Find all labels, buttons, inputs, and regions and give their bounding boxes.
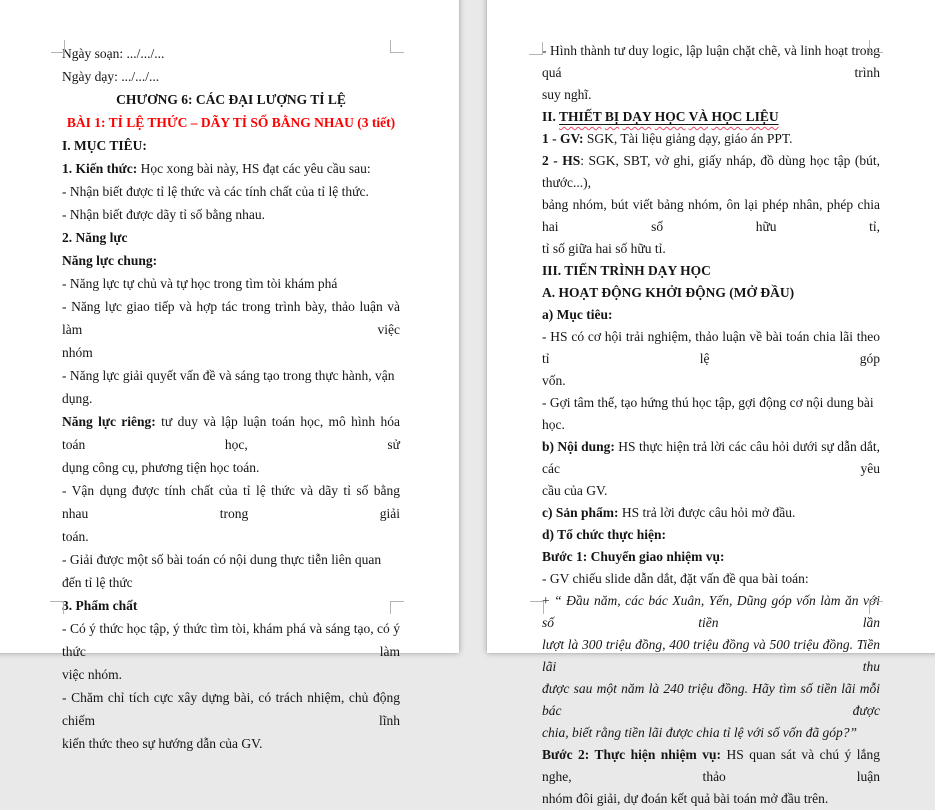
text-line[interactable] <box>62 364 400 410</box>
text-line[interactable] <box>62 525 400 548</box>
text-line[interactable] <box>62 88 400 111</box>
text-run: Năng lực chung: <box>62 253 158 268</box>
text-run: Ngày soạn: .../.../... <box>62 46 165 61</box>
text-line[interactable] <box>62 617 400 663</box>
spellcheck-squiggle-word: HỌC <box>711 109 743 124</box>
text-run: A. HOẠT ĐỘNG KHỞI ĐỘNG (MỞ ĐẦU) <box>542 285 795 300</box>
text-line[interactable] <box>62 548 400 594</box>
text-run: 1 - GV: <box>542 131 584 146</box>
text-run: “ Đầu năm, các bác Xuân, Yến, Dũng góp vốn làm ăn với số tiền lần <box>542 593 880 630</box>
text-line[interactable] <box>62 410 400 456</box>
text-run <box>689 109 709 124</box>
text-run: CHƯƠNG 6: CÁC ĐẠI LƯỢNG TỈ LỆ <box>116 92 346 107</box>
text-line[interactable] <box>542 590 880 634</box>
spellcheck-squiggle-word: DẠY <box>622 109 652 124</box>
text-run: - Năng lực tự chủ và tự học trong tìm tòi khám phá <box>62 276 338 291</box>
text-line[interactable] <box>62 663 400 686</box>
text-run: Năng lực riêng: <box>62 414 156 429</box>
text-boundary-mark-icon <box>50 601 64 614</box>
page-2-text-area[interactable] <box>542 40 880 810</box>
text-run: được sau một năm là 240 triệu đồng. Hãy tìm số tiền lãi mỗi bác được <box>542 681 880 718</box>
text-line[interactable] <box>542 678 880 722</box>
text-run: toán. <box>62 529 89 544</box>
text-run: d) Tổ chức thực hiện: <box>542 527 666 542</box>
text-line[interactable] <box>62 226 400 249</box>
text-line[interactable] <box>542 84 880 106</box>
text-run: nhóm đôi giải, dự đoán kết quả bài toán mở đầu trên. <box>542 791 829 806</box>
text-boundary-mark-icon <box>529 42 543 55</box>
spellcheck-squiggle-word: VÀ <box>688 109 709 124</box>
document-page-2[interactable] <box>487 0 935 806</box>
spellcheck-squiggle-word: LIỆU <box>745 109 779 124</box>
text-line[interactable] <box>62 180 400 203</box>
text-run: : SGK, SBT, vở ghi, giấy nháp, đồ dùng học tập (bút, thước...), <box>542 153 880 190</box>
spellcheck-squiggle-word: BỊ <box>604 109 620 124</box>
text-run: việc nhóm. <box>62 667 122 682</box>
text-line[interactable] <box>62 479 400 525</box>
text-run: Học xong bài này, HS đạt các yêu cầu sau: <box>137 161 371 176</box>
text-run <box>655 109 686 124</box>
text-run: III. TIẾN TRÌNH DẠY HỌC <box>542 263 711 278</box>
text-run: HS trả lời được câu hỏi mở đầu. <box>618 505 796 520</box>
text-line[interactable] <box>62 295 400 341</box>
text-run: BÀI 1: TỈ LỆ THỨC – DÃY TỈ SỐ BẰNG NHAU (3 tiết) <box>66 115 396 130</box>
text-run <box>605 109 619 124</box>
text-run: suy nghĩ. <box>542 87 592 102</box>
text-line[interactable] <box>542 260 880 282</box>
text-line[interactable] <box>542 524 880 546</box>
text-run: - Vận dụng được tính chất của tỉ lệ thức và dãy tỉ số bằng nhau trong giải <box>62 483 400 521</box>
text-line[interactable] <box>542 238 880 260</box>
text-line[interactable] <box>62 203 400 226</box>
text-run: SGK, Tài liệu giảng dạy, giáo án PPT. <box>583 131 793 146</box>
text-run: bảng nhóm, bút viết bảng nhóm, ôn lại phép nhân, phép chia hai số hữu tỉ, <box>542 197 880 234</box>
text-boundary-mark-icon <box>869 40 883 53</box>
text-boundary-mark-icon <box>51 40 65 53</box>
text-run: lượt là 300 triệu đồng, 400 triệu đồng và 500 triệu đồng. Tiền lãi thu <box>542 637 880 674</box>
text-line[interactable] <box>542 722 880 744</box>
text-boundary-mark-icon <box>390 601 404 614</box>
text-line[interactable] <box>542 634 880 678</box>
text-run: I. MỤC TIÊU: <box>62 138 147 153</box>
text-line[interactable] <box>542 106 880 128</box>
text-run: II. <box>542 109 560 124</box>
text-line[interactable] <box>542 194 880 238</box>
text-run: dụng công cụ, phương tiện học toán. <box>62 460 260 475</box>
text-line[interactable] <box>62 456 400 479</box>
text-line[interactable] <box>62 272 400 295</box>
text-line[interactable] <box>542 304 880 326</box>
text-run: tỉ số giữa hai số hữu tỉ. <box>542 241 666 256</box>
text-run: a) Mục tiêu: <box>542 307 613 322</box>
text-line[interactable] <box>542 150 880 194</box>
text-run: 2 - HS <box>542 153 581 168</box>
text-line[interactable] <box>62 65 400 88</box>
text-run: - Gợi tâm thế, tạo hứng thú học tập, gợi động cơ nội dung bài học. <box>542 395 874 432</box>
text-line[interactable] <box>542 392 880 436</box>
text-run: Ngày dạy: .../.../... <box>62 69 160 84</box>
text-line[interactable] <box>62 686 400 732</box>
text-boundary-mark-icon <box>390 40 404 53</box>
text-line[interactable] <box>542 128 880 150</box>
text-line[interactable] <box>542 744 880 788</box>
text-run: HS thực hiện trả lời các câu hỏi dưới sự dẫn dắt, các yêu <box>542 439 880 476</box>
text-run: Bước 2: Thực hiện nhiệm vụ: <box>542 747 722 762</box>
text-run: 1. Kiến thức: <box>62 161 138 176</box>
text-run: - GV chiếu slide dẫn dắt, đặt vấn đề qua bài toán: <box>542 571 809 586</box>
text-run: - Nhận biết được dãy tỉ số bằng nhau. <box>62 207 266 222</box>
text-line[interactable] <box>542 282 880 304</box>
text-line[interactable] <box>542 370 880 392</box>
spellcheck-squiggle-word: HỌC <box>654 109 686 124</box>
text-line[interactable] <box>542 546 880 568</box>
text-line[interactable] <box>542 326 880 370</box>
text-boundary-mark-icon <box>530 601 544 614</box>
text-run: + <box>542 593 555 608</box>
text-line[interactable] <box>62 249 400 272</box>
text-run: b) Nội dung: <box>542 439 615 454</box>
text-run: - Nhận biết được tỉ lệ thức và các tính chất của tỉ lệ thức. <box>62 184 369 199</box>
text-run <box>746 109 779 124</box>
text-boundary-mark-icon <box>869 601 883 614</box>
text-run: - HS có cơ hội trải nghiệm, thảo luận về bài toán chia lãi theo tỉ lệ góp <box>542 329 880 366</box>
text-line[interactable] <box>62 111 400 134</box>
page-1-text-area[interactable] <box>62 42 400 755</box>
text-run: nhóm <box>62 345 93 360</box>
text-run: 2. Năng lực <box>62 230 128 245</box>
text-run: Bước 1: Chuyển giao nhiệm vụ: <box>542 549 725 564</box>
text-run <box>623 109 652 124</box>
text-run: 3. Phẩm chất <box>62 598 138 613</box>
text-run: - Hình thành tư duy logic, lập luận chặt chẽ, và linh hoạt trong quá trình <box>542 43 880 80</box>
text-run: chia, biết rằng tiền lãi được chia tỉ lệ với số vốn đã góp?” <box>542 725 857 740</box>
text-line[interactable] <box>62 42 400 65</box>
text-run: cầu của GV. <box>542 483 608 498</box>
text-line[interactable] <box>62 341 400 364</box>
text-line[interactable] <box>62 732 400 755</box>
text-line[interactable] <box>62 157 400 180</box>
text-run: HS quan sát và chú ý lắng nghe, thảo luận <box>542 747 880 784</box>
text-run: kiến thức theo sự hướng dẫn của GV. <box>62 736 263 751</box>
document-page-1[interactable] <box>0 0 459 751</box>
spellcheck-squiggle-word: THIẾT <box>559 109 602 124</box>
text-line[interactable] <box>62 134 400 157</box>
text-line[interactable] <box>542 40 880 84</box>
text-run: - Có ý thức học tập, ý thức tìm tòi, khám phá và sáng tạo, có ý thức làm <box>62 621 400 659</box>
text-run: - Năng lực giải quyết vấn đề và sáng tạo trong thực hành, vận dụng. <box>62 368 395 406</box>
text-line[interactable] <box>62 594 400 617</box>
text-line[interactable] <box>542 788 880 810</box>
text-run: - Năng lực giao tiếp và hợp tác trong trình bày, thảo luận và làm việc <box>62 299 400 337</box>
text-line[interactable] <box>542 502 880 524</box>
text-line[interactable] <box>542 568 880 590</box>
text-run: - Chăm chỉ tích cực xây dựng bài, có trách nhiệm, chủ động chiếm lĩnh <box>62 690 400 728</box>
text-run: tư duy và lập luận toán học, mô hình hóa toán học, sử <box>62 414 401 452</box>
text-line[interactable] <box>542 480 880 502</box>
text-run: - Giải được một số bài toán có nội dung thực tiễn liên quan đến tỉ lệ thức <box>62 552 382 590</box>
text-run <box>711 109 742 124</box>
text-line[interactable] <box>542 436 880 480</box>
text-run <box>559 109 602 124</box>
text-run: vốn. <box>542 373 566 388</box>
text-run: c) Sản phẩm: <box>542 505 619 520</box>
